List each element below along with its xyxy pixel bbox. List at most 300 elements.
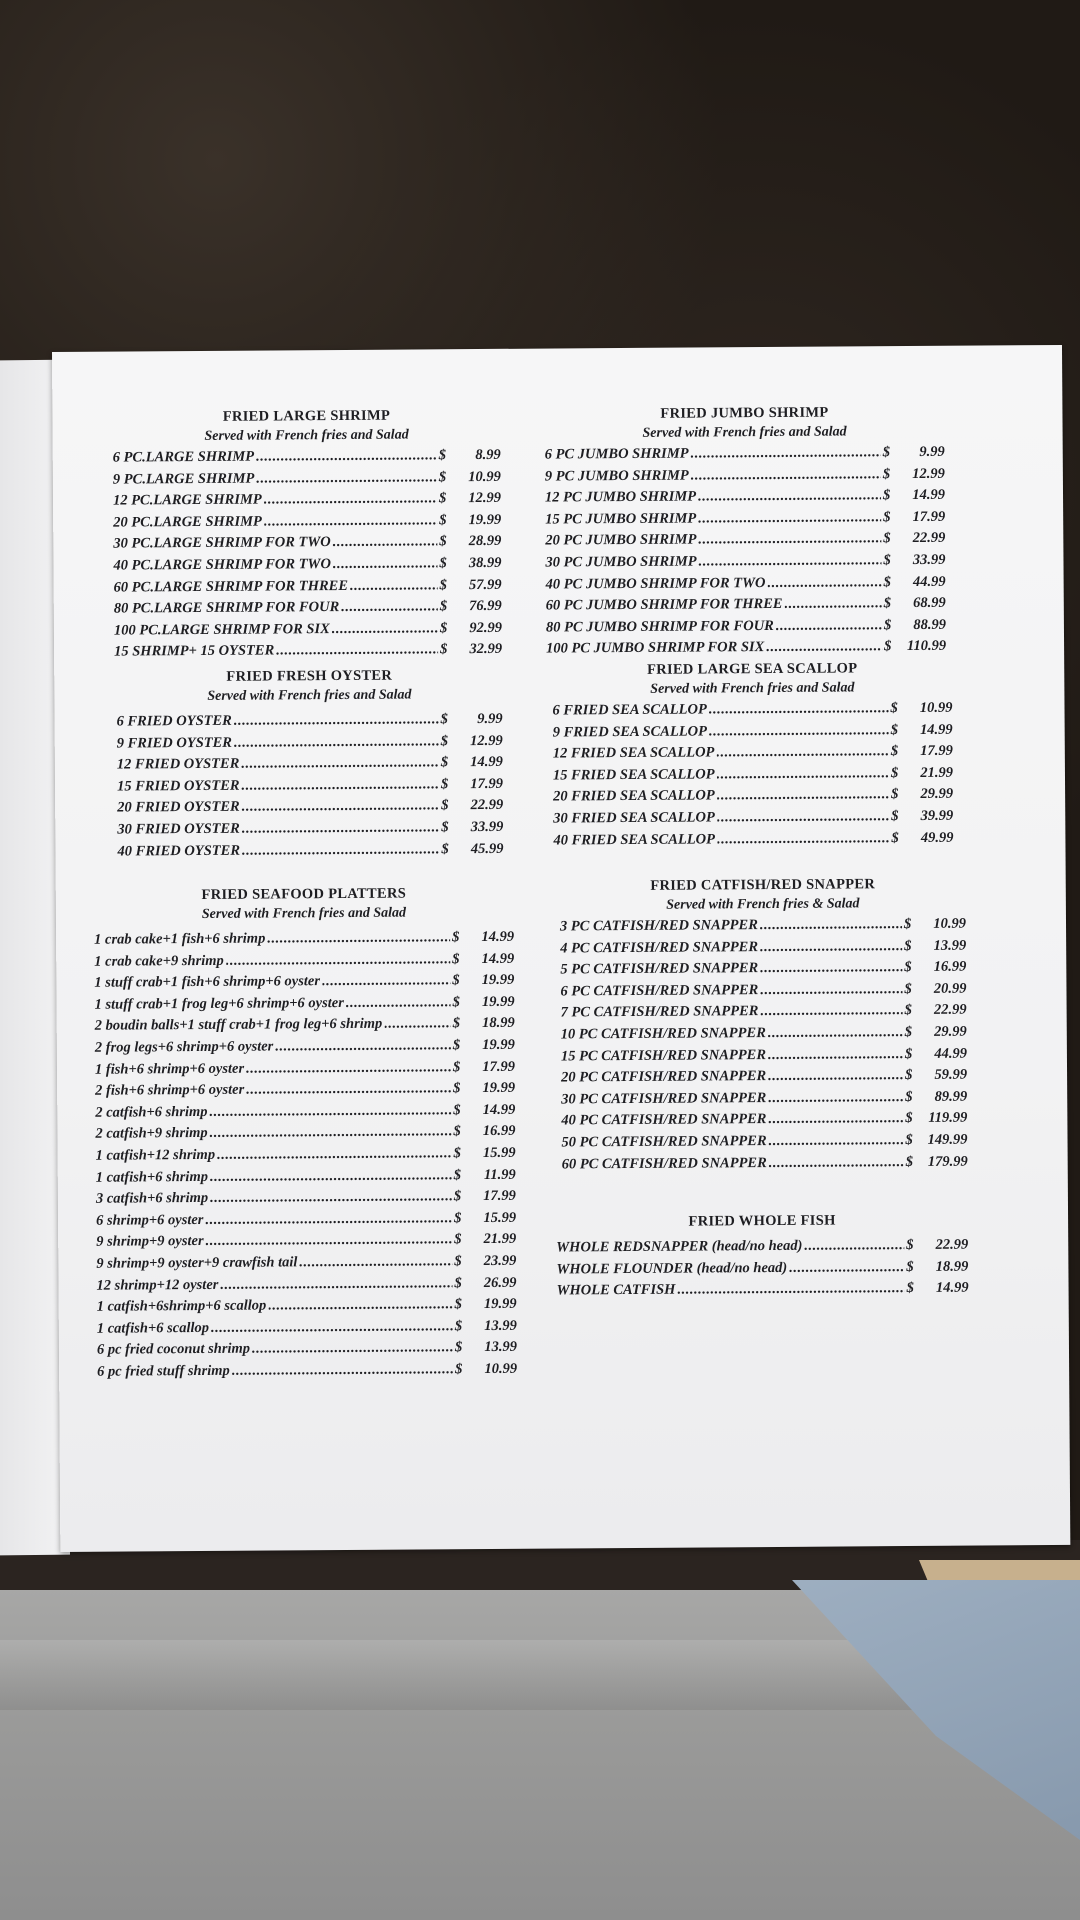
dot-leader [768,1089,903,1107]
item-name: 2 frog legs+6 shrimp+6 oyster [94,1038,274,1056]
menu-item-list [117,711,504,865]
dot-leader [760,916,902,934]
item-price: 18.99 [482,1015,515,1032]
dot-leader [760,959,902,977]
item-price: 44.99 [912,573,946,590]
currency-symbol: $ [453,1101,461,1118]
item-price: 49.99 [920,829,954,846]
currency-symbol: $ [452,1058,461,1075]
item-name: 2 fish+6 shrimp+6 oyster [95,1081,245,1099]
menu-item [97,1361,517,1386]
item-price: 17.99 [482,1058,516,1075]
dot-leader [332,620,438,638]
currency-symbol: $ [440,776,449,793]
item-price: 119.99 [928,1109,968,1127]
item-name: 30 FRIED SEA SCALLOP [553,809,715,827]
item-price: 17.99 [470,775,504,792]
item-price: 20.99 [933,980,967,997]
dot-leader [699,552,882,570]
dot-leader [256,447,437,465]
item-price: 33.99 [470,818,504,836]
menu-item-list [552,700,953,854]
dot-leader [241,776,439,794]
menu-item [95,1123,515,1148]
currency-symbol: $ [882,487,891,504]
item-name: 9 FRIED OYSTER [116,734,233,752]
menu-item [114,576,502,600]
dot-leader [267,929,450,947]
dot-leader [350,577,438,595]
menu-item [556,1258,968,1282]
currency-symbol: $ [903,916,912,933]
menu-item [545,552,945,576]
item-name: 6 shrimp+6 oyster [96,1211,204,1229]
item-name: 1 catfish+6 scallop [96,1319,210,1337]
currency-symbol: $ [883,552,891,569]
item-price: 19.99 [482,1079,516,1097]
item-price: 19.99 [481,993,515,1010]
menu-item [561,1024,967,1048]
item-name: 3 catfish+6 shrimp [95,1190,209,1207]
menu-item [96,1253,516,1278]
currency-symbol: $ [439,533,447,550]
currency-symbol: $ [452,972,460,989]
dot-leader [716,765,889,783]
currency-symbol: $ [452,993,460,1011]
currency-symbol: $ [440,641,448,658]
menu-item [96,1274,516,1299]
dot-leader [210,1124,452,1143]
currency-symbol: $ [882,444,891,461]
item-name: 15 PC JUMBO SHRIMP [545,510,697,528]
section-title: FRIED LARGE SEA SCALLOP [646,660,858,678]
currency-symbol: $ [905,1088,913,1105]
currency-symbol: $ [891,829,899,846]
menu-item [546,595,946,619]
item-name: 20 FRIED OYSTER [117,799,240,816]
item-name: 12 shrimp+12 oyster [96,1276,219,1294]
item-name: 15 PC CATFISH/RED SNAPPER [560,1046,767,1065]
item-name: 7 PC CATFISH/RED SNAPPER [560,1003,759,1021]
item-price: 17.99 [483,1187,516,1205]
item-price: 12.99 [468,490,502,507]
item-name: 80 PC.LARGE SHRIMP FOR FOUR [113,599,340,617]
menu-item [552,700,952,724]
dot-leader [209,1102,451,1121]
menu-item [546,573,946,597]
item-price: 10.99 [468,468,501,485]
dot-leader [768,1110,903,1128]
currency-symbol: $ [905,1131,913,1148]
item-name: 2 catfish+9 shrimp [95,1125,208,1143]
dot-leader [768,1046,903,1064]
dot-leader [276,642,438,660]
dot-leader [264,491,437,509]
item-price: 22.99 [933,1002,967,1019]
currency-symbol: $ [452,929,460,946]
currency-symbol: $ [891,786,899,803]
menu-item [553,721,953,745]
menu-item [97,1317,517,1342]
menu-item-list [560,916,968,1178]
item-name: 1 crab cake+1 fish+6 shrimp [94,930,266,948]
section-fried-whole-fish [556,1212,969,1305]
section-subtitle: Served with French fries and Salad [650,680,855,697]
item-name: 30 PC CATFISH/RED SNAPPER [561,1089,767,1108]
menu-item [545,487,945,511]
dot-leader [333,555,438,573]
menu-item [553,786,953,810]
item-price: 14.99 [482,1101,516,1118]
menu-item [545,444,945,468]
menu-item [97,1339,517,1364]
dot-leader [252,1340,453,1358]
menu-item [546,617,946,641]
currency-symbol: $ [905,1110,913,1127]
item-price: 76.99 [469,598,502,615]
menu-item [117,797,503,821]
currency-symbol: $ [454,1253,462,1270]
menu-item [113,533,501,557]
section-title: FRIED JUMBO SHRIMP [660,404,829,422]
currency-symbol: $ [883,616,892,633]
section-fried-catfish-red-snapper [560,876,968,1178]
item-name: 5 PC CATFISH/RED SNAPPER [560,960,759,978]
item-price: 12.99 [912,465,945,482]
item-name: 40 PC CATFISH/RED SNAPPER [561,1111,767,1129]
item-price: 22.99 [912,530,946,547]
currency-symbol: $ [890,764,899,781]
dot-leader [241,754,439,772]
menu-item [96,1145,516,1170]
item-price: 39.99 [920,807,954,824]
currency-symbol: $ [454,1339,463,1356]
section-title: FRIED SEAFOOD PLATTERS [201,885,407,903]
currency-symbol: $ [904,937,912,954]
menu-item [94,972,514,997]
menu-item [113,490,501,514]
dot-leader [234,733,439,751]
currency-symbol: $ [438,490,447,507]
menu-item [117,754,503,778]
item-name: 6 FRIED SEA SCALLOP [552,701,707,719]
currency-symbol: $ [891,808,899,825]
dot-leader [776,617,882,635]
item-name: 9 shrimp+9 oyster+9 crawfish tail [96,1254,298,1272]
currency-symbol: $ [883,530,891,547]
menu-item [95,1015,515,1040]
dot-leader [717,787,890,805]
currency-symbol: $ [439,576,447,593]
currency-symbol: $ [890,721,898,738]
dot-leader [769,1154,904,1172]
item-price: 149.99 [927,1131,968,1148]
menu-item [95,1058,515,1083]
item-price: 21.99 [483,1231,517,1248]
section-fried-large-shrimp [112,407,502,666]
currency-symbol: $ [440,732,449,749]
menu-item [117,840,503,864]
item-price: 26.99 [483,1274,517,1291]
menu-item [557,1280,969,1304]
menu-item [561,1132,967,1156]
menu-item [113,447,501,471]
item-price: 21.99 [920,764,954,781]
currency-symbol: $ [883,573,891,590]
item-name: 1 stuff crab+1 fish+6 shrimp+6 oyster [94,973,320,991]
menu-item [96,1188,516,1213]
dot-leader [333,534,438,552]
item-name: 12 FRIED OYSTER [116,755,240,773]
item-name: 6 pc fried stuff shrimp [97,1362,230,1380]
currency-symbol: $ [438,468,447,485]
item-name: 30 PC.LARGE SHRIMP FOR TWO [113,534,331,552]
section-subtitle: Served with French fries & Salad [666,896,860,913]
dot-leader [698,509,881,527]
currency-symbol: $ [882,465,891,482]
item-price: 9.99 [919,443,945,460]
item-name: WHOLE FLOUNDER (head/no head) [556,1259,788,1278]
item-name: 1 catfish+12 shrimp [95,1146,216,1164]
dot-leader [691,466,881,484]
dot-leader [698,487,881,505]
item-price: 11.99 [483,1166,516,1183]
dot-leader [234,711,439,729]
item-name: 4 PC CATFISH/RED SNAPPER [560,938,759,957]
currency-symbol: $ [455,1361,463,1378]
item-price: 45.99 [470,840,504,857]
dot-leader [246,1059,451,1077]
dot-leader [760,1002,902,1020]
menu-item [546,638,946,662]
item-name: 1 catfish+6shrimp+6 scallop [96,1297,267,1315]
currency-symbol: $ [440,711,448,728]
menu-item [117,711,503,735]
menu-item-list [113,447,502,666]
menu-item [113,468,501,492]
dot-leader [268,1296,453,1314]
menu-item [94,950,514,975]
item-price: 8.99 [475,446,501,464]
menu-item [95,1102,515,1127]
currency-symbol: $ [454,1317,463,1334]
dot-leader [210,1167,452,1186]
item-name: 100 PC JUMBO SHRIMP FOR SIX [546,639,765,657]
item-price: 179.99 [927,1153,968,1170]
menu-item-list [94,929,517,1385]
item-price: 19.99 [481,971,515,989]
dot-leader [709,722,889,740]
currency-symbol: $ [453,1080,461,1097]
currency-symbol: $ [905,1067,913,1084]
currency-symbol: $ [883,508,891,525]
item-name: 12 PC.LARGE SHRIMP [112,491,262,509]
menu-item [96,1166,516,1191]
currency-symbol: $ [452,1037,461,1054]
item-price: 19.99 [468,511,502,528]
dot-leader [206,1232,453,1251]
menu-item [561,1045,967,1069]
currency-symbol: $ [439,598,448,615]
item-name: 9 FRIED SEA SCALLOP [552,723,708,741]
currency-symbol: $ [441,797,449,814]
dot-leader [698,531,881,549]
menu-item [561,1067,967,1091]
item-price: 10.99 [484,1360,518,1377]
item-price: 33.99 [912,551,946,568]
item-name: 40 PC.LARGE SHRIMP FOR TWO [113,556,331,574]
item-name: 60 PC CATFISH/RED SNAPPER [561,1154,767,1172]
dot-leader [242,819,440,837]
currency-symbol: $ [906,1280,914,1297]
item-name: 30 PC JUMBO SHRIMP [545,553,697,571]
item-price: 14.99 [919,721,953,738]
item-price: 14.99 [481,928,515,946]
section-subtitle: Served with French fries and Salad [204,427,409,444]
item-name: 20 PC JUMBO SHRIMP [545,531,697,549]
menu-item [560,980,966,1004]
dot-leader [768,1024,903,1042]
item-price: 10.99 [933,915,967,932]
item-price: 68.99 [913,594,946,612]
dot-leader [256,469,437,487]
currency-symbol: $ [453,1166,462,1183]
item-name: 10 PC CATFISH/RED SNAPPER [560,1025,766,1043]
currency-symbol: $ [453,1188,462,1205]
section-fried-jumbo-shrimp [544,404,946,663]
currency-symbol: $ [453,1145,461,1162]
item-name: WHOLE CATFISH [556,1281,676,1299]
currency-symbol: $ [890,700,898,717]
currency-symbol: $ [454,1231,462,1248]
item-name: 1 stuff crab+1 frog leg+6 shrimp+6 oyster [94,994,344,1013]
item-price: 19.99 [482,1036,515,1053]
dot-leader [789,1259,904,1277]
currency-symbol: $ [452,1015,461,1032]
item-price: 16.99 [933,958,967,976]
item-name: 3 PC CATFISH/RED SNAPPER [559,917,758,935]
currency-symbol: $ [439,619,448,637]
menu-item [545,509,945,533]
currency-symbol: $ [454,1274,462,1291]
dot-leader [217,1145,452,1164]
item-price: 59.99 [934,1066,968,1084]
currency-symbol: $ [904,1002,912,1019]
currency-symbol: $ [438,447,447,464]
menu-item [117,732,503,756]
item-price: 14.99 [935,1279,969,1297]
dot-leader [211,1318,453,1337]
menu-item [114,598,502,622]
dot-leader [220,1275,452,1294]
currency-symbol: $ [904,980,912,997]
currency-symbol: $ [441,819,449,836]
dot-leader [717,830,890,848]
section-subtitle: Served with French fries and Salad [201,905,407,922]
item-price: 44.99 [934,1045,967,1062]
menu-item [553,829,953,853]
section-title: FRIED LARGE SHRIMP [222,407,391,425]
item-name: 12 PC JUMBO SHRIMP [544,488,697,506]
dot-leader [760,938,902,956]
dot-leader [232,1361,453,1380]
item-price: 13.99 [484,1339,518,1356]
dot-leader [716,743,889,761]
menu-item [560,916,966,940]
menu-item [545,465,945,489]
item-price: 16.99 [482,1123,516,1140]
item-price: 23.99 [483,1252,517,1269]
menu-item [97,1296,517,1321]
menu-item [545,530,945,554]
currency-symbol: $ [906,1258,914,1275]
item-name: 12 FRIED SEA SCALLOP [552,744,715,762]
menu-item [114,620,502,644]
menu-item [553,743,953,767]
item-name: 6 FRIED OYSTER [116,712,232,730]
item-name: 20 PC CATFISH/RED SNAPPER [561,1068,767,1086]
dot-leader [384,1016,451,1033]
menu-item [561,1002,967,1026]
menu-item [553,808,953,832]
menu-item [113,555,501,579]
dot-leader [717,808,890,826]
dot-leader [205,1210,452,1229]
item-name: 80 PC JUMBO SHRIMP FOR FOUR [545,617,774,636]
menu-item [95,994,515,1019]
menu-item [560,959,966,983]
item-price: 17.99 [912,508,946,525]
item-name: 15 FRIED SEA SCALLOP [552,766,715,784]
item-price: 38.99 [468,554,502,572]
menu-item [117,776,503,800]
currency-symbol: $ [890,743,899,760]
item-price: 88.99 [913,616,946,633]
item-price: 19.99 [483,1295,517,1313]
item-price: 32.99 [469,641,503,658]
item-price: 89.99 [934,1088,968,1105]
menu-item [95,1037,515,1062]
dot-leader [804,1237,904,1255]
dot-leader [769,1132,904,1150]
section-subtitle: Served with French fries and Salad [207,687,412,704]
menu-item [94,929,514,954]
dot-leader [768,1067,903,1085]
item-price: 22.99 [935,1236,969,1253]
menu-item-list [556,1237,968,1305]
section-title: FRIED FRESH OYSTER [226,667,393,685]
dot-leader [677,1280,904,1299]
item-name: 40 FRIED OYSTER [117,842,241,860]
currency-symbol: $ [452,950,460,967]
item-name: 9 PC.LARGE SHRIMP [112,470,255,488]
menu-item [95,1080,515,1105]
currency-symbol: $ [441,840,449,857]
item-name: 1 fish+6 shrimp+6 oyster [94,1060,245,1078]
dot-leader [242,841,440,859]
item-price: 9.99 [477,710,503,728]
dot-leader [767,574,881,592]
item-price: 17.99 [920,742,953,760]
dot-leader [299,1253,452,1271]
item-price: 14.99 [481,950,515,967]
item-name: 15 SHRIMP+ 15 OYSTER [114,642,275,660]
section-title: FRIED WHOLE FISH [688,1212,836,1230]
item-name: 20 FRIED SEA SCALLOP [553,787,715,805]
item-name: 60 PC JUMBO SHRIMP FOR THREE [545,596,783,614]
dot-leader [275,1037,451,1055]
section-fried-seafood-platters [94,885,517,1385]
